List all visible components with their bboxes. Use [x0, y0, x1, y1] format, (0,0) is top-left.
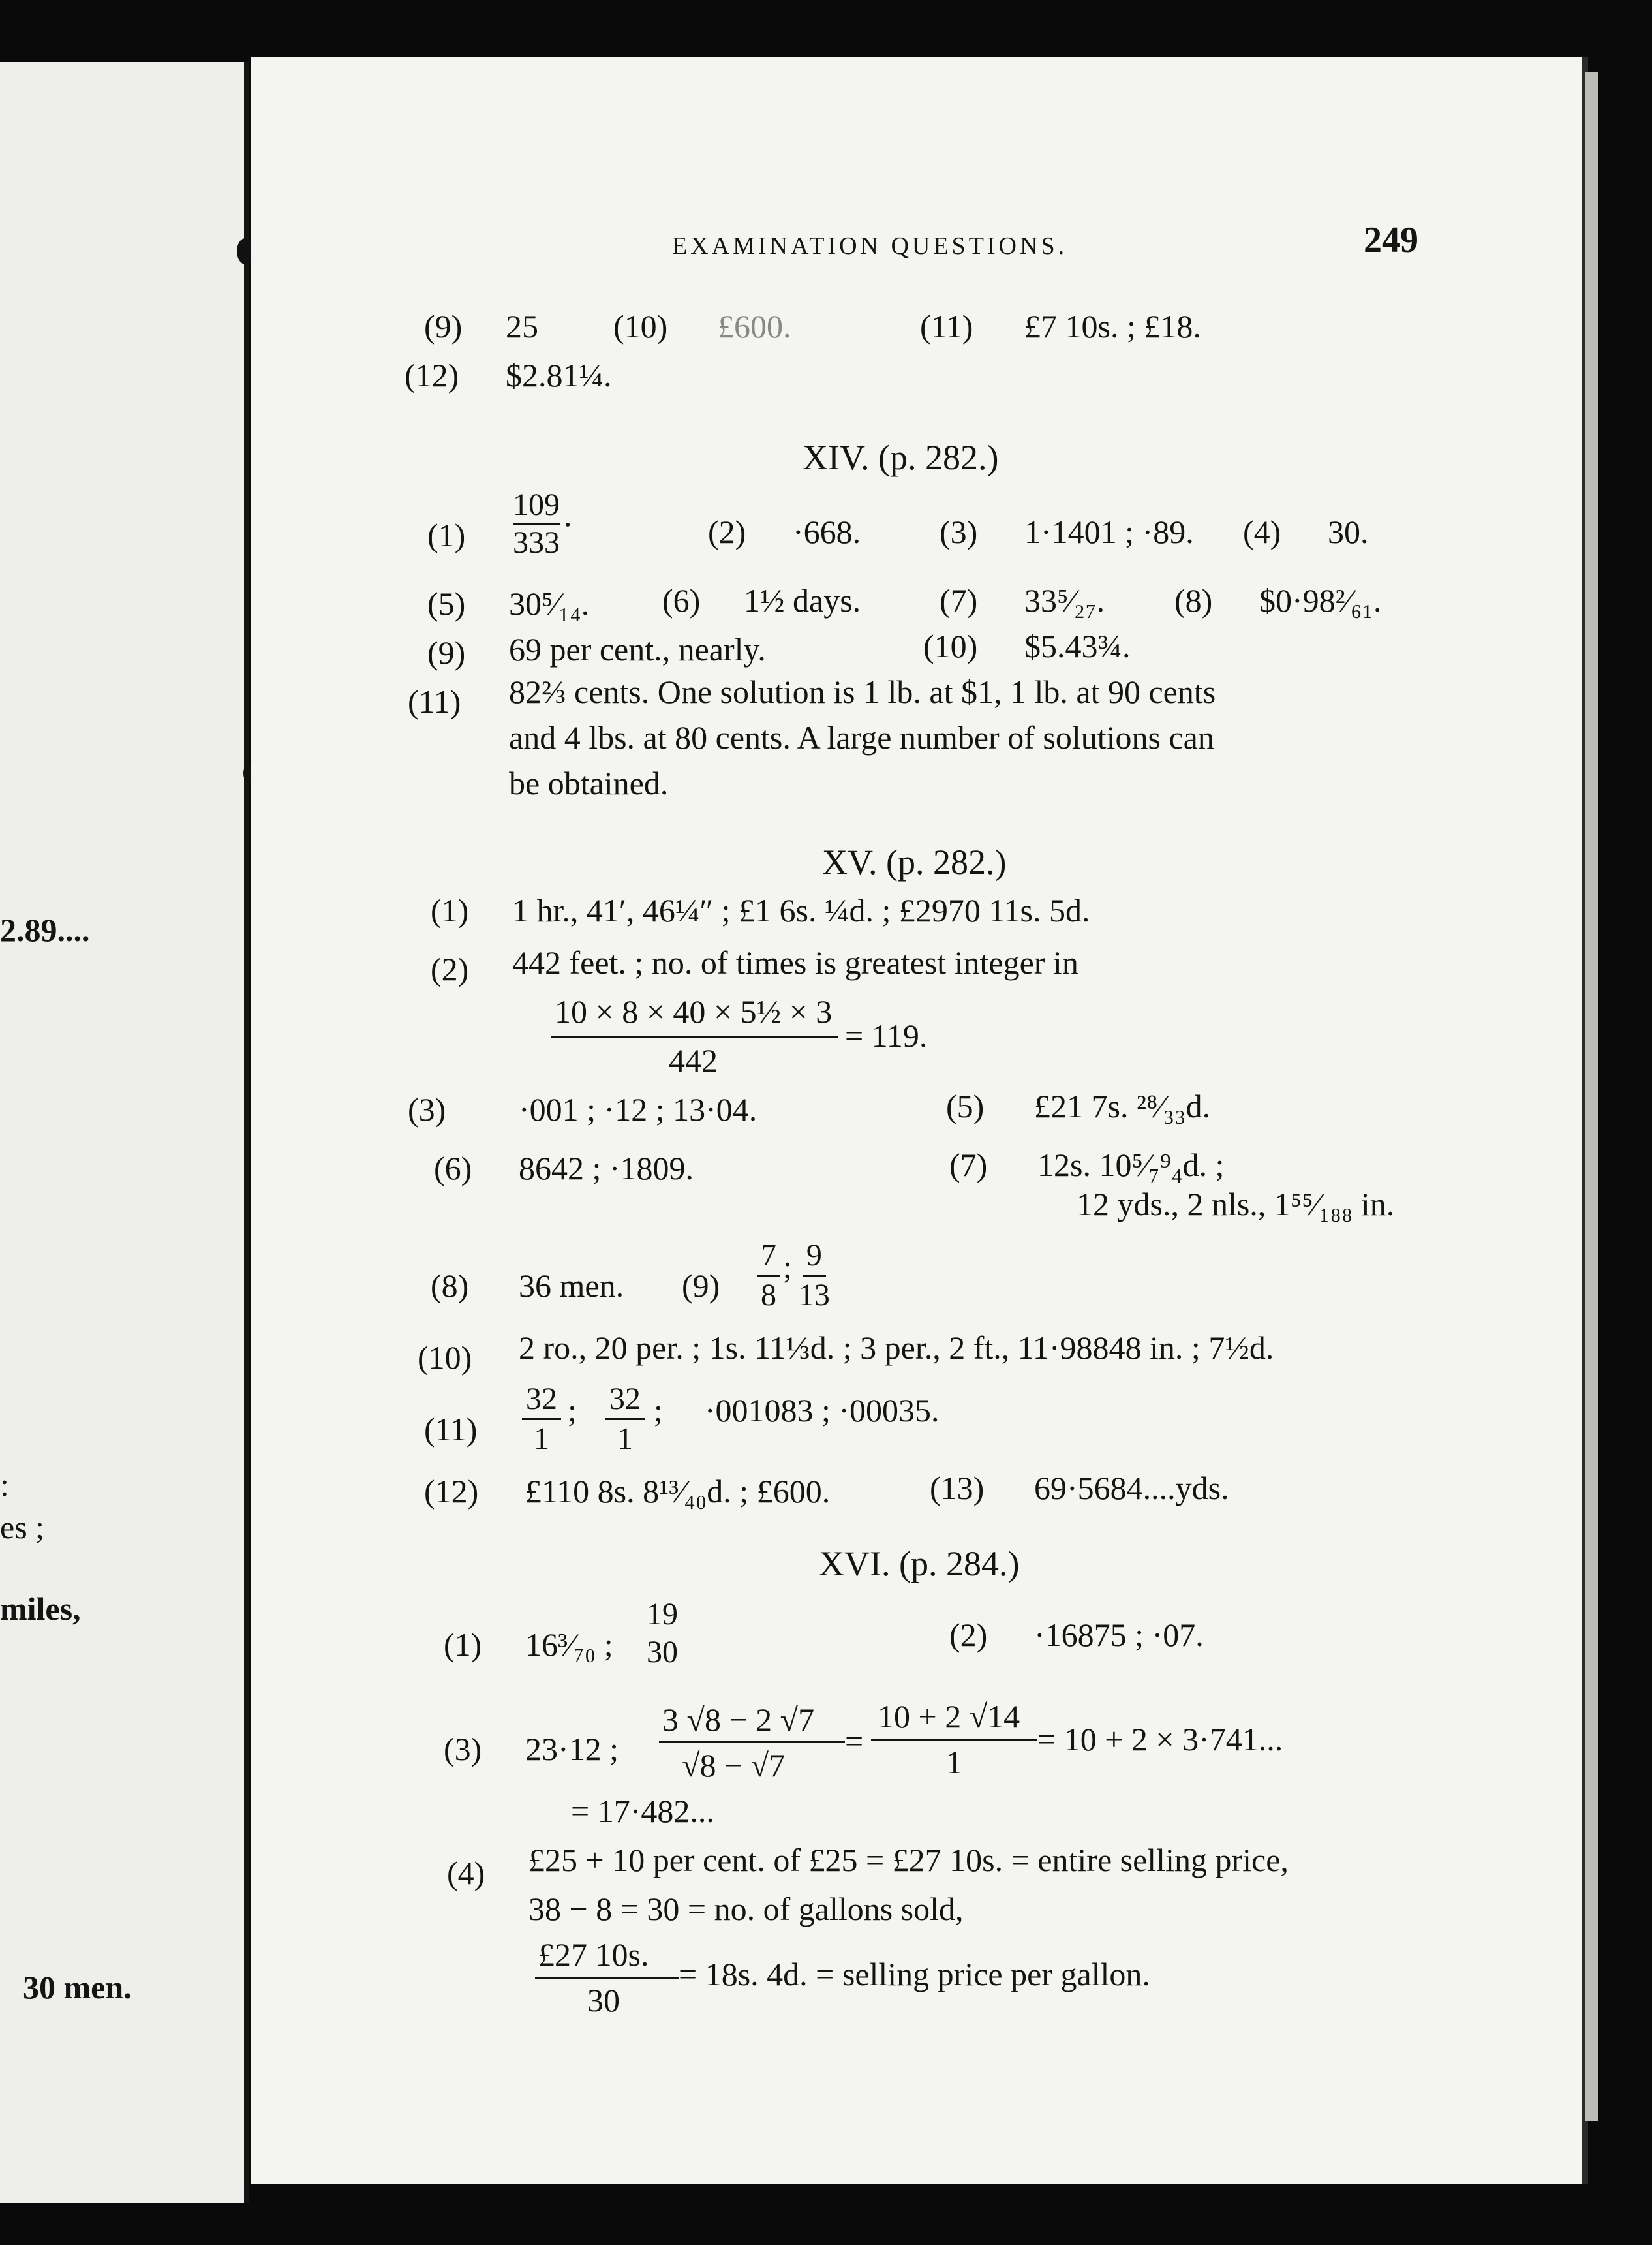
fraction-denominator: 1 — [534, 1421, 549, 1456]
left-page — [0, 62, 246, 2203]
fraction-bar — [535, 1977, 679, 1979]
answer-text: and 4 lbs. at 80 cents. A large number of solutions can — [509, 719, 1214, 756]
answer-number: (11) — [920, 308, 973, 345]
running-header: EXAMINATION QUESTIONS. — [672, 232, 1068, 260]
section-heading: XV. (p. 282.) — [822, 843, 1007, 882]
fraction-numerator: 19 — [647, 1597, 678, 1632]
answer-text: $2.81¼. — [506, 357, 612, 394]
fraction-numerator: £27 10s. — [538, 1936, 649, 1973]
page-edge — [1585, 72, 1598, 2121]
answer-text: ·001083 ; ·00035. — [704, 1392, 940, 1429]
left-page-fragment: 2.89.... — [0, 912, 90, 948]
fraction-numerator: 109 — [513, 488, 560, 522]
left-page-fragment: 30 men. — [23, 1969, 132, 2005]
answer-number: (10) — [613, 308, 668, 345]
fraction — [643, 1596, 682, 1671]
answer-number: (11) — [424, 1411, 478, 1448]
answer-number: (4) — [447, 1855, 485, 1891]
fraction-numerator: 10 × 8 × 40 × 5½ × 3 — [555, 993, 833, 1030]
answer-text: 25 — [506, 308, 538, 345]
fraction-denominator: 30 — [647, 1635, 678, 1669]
answer-text: . — [564, 497, 572, 534]
answer-text: 82⅔ cents. One solution is 1 lb. at $1, 1 lb. at 90 cents — [509, 674, 1216, 710]
page-number: 249 — [1364, 220, 1418, 260]
answer-number: (5) — [946, 1088, 985, 1124]
fraction-numerator: 9 — [803, 1237, 826, 1277]
answer-text: 12 yds., 2 nls., 1⁵⁵⁄₁₈₈ in. — [1077, 1186, 1395, 1222]
answer-text: 16³⁄₇₀ ; — [525, 1626, 613, 1663]
answer-number: (8) — [431, 1267, 469, 1304]
fraction-pair: $\frac{32}{1}$ ; $\frac{32}{1}$ ; ·001083 ; ·00035. — [522, 1380, 940, 1458]
answer-text: £7 10s. ; £18. — [1024, 308, 1201, 345]
answer-number: (3) — [444, 1731, 482, 1767]
answer-number: (6) — [434, 1150, 472, 1186]
fraction-numerator: 10 + 2 √14 — [878, 1698, 1020, 1735]
fraction-denominator: 13 — [798, 1278, 830, 1312]
fraction-denominator: 8 — [761, 1278, 776, 1312]
answer-number: (6) — [662, 582, 701, 619]
fraction-bar — [659, 1741, 845, 1743]
answer-text: 1 hr., 41′, 46¼″ ; £1 6s. ¼d. ; £2970 11s. 5d. — [512, 892, 1090, 929]
answer-number: (9) — [682, 1267, 720, 1304]
answer-text: = 18s. 4d. = selling price per gallon. — [679, 1956, 1150, 1992]
answer-number: (2) — [708, 514, 746, 550]
answer-text: £600. — [718, 308, 791, 345]
answer-text: 69·5684....yds. — [1034, 1470, 1229, 1506]
fraction — [509, 486, 572, 562]
answer-number: (1) — [431, 892, 469, 929]
separator: ; — [783, 1248, 792, 1286]
fraction-numerator: 7 — [757, 1237, 780, 1277]
answer-number: (3) — [408, 1091, 446, 1128]
answer-text: 30. — [1328, 514, 1369, 550]
answer-text: $0·98²⁄₆₁. — [1259, 582, 1382, 619]
answer-text: £110 8s. 8¹³⁄₄₀d. ; £600. — [525, 1473, 831, 1510]
answer-number: (7) — [949, 1147, 988, 1183]
left-page-fragment: es ; — [0, 1509, 45, 1545]
section-heading: XIV. (p. 282.) — [803, 438, 999, 477]
fraction-denominator: √8 − √7 — [682, 1747, 786, 1784]
answer-number: (2) — [949, 1617, 988, 1653]
answer-number: (9) — [427, 634, 466, 671]
answer-text: 12s. 10⁵⁄₇⁹₄d. ; — [1037, 1147, 1225, 1183]
fraction-bar — [871, 1739, 1037, 1741]
answer-number: (12) — [405, 357, 459, 394]
answer-text: £25 + 10 per cent. of £25 = £27 10s. = entire selling price, — [528, 1842, 1289, 1878]
fraction-numerator: 32 — [522, 1380, 561, 1420]
fraction-denominator: 333 — [513, 525, 560, 560]
fraction-numerator: 3 √8 − 2 √7 — [662, 1701, 815, 1738]
answer-number: (2) — [431, 951, 469, 987]
answer-number: (10) — [418, 1339, 472, 1376]
answer-number: (1) — [427, 517, 466, 553]
answer-number: (4) — [1243, 514, 1281, 550]
answer-text: $5.43¾. — [1024, 628, 1131, 664]
answer-text: 33⁵⁄₂₇. — [1024, 582, 1105, 619]
answer-number: (1) — [444, 1626, 482, 1663]
answer-number: (9) — [424, 308, 463, 345]
answer-number: (7) — [940, 582, 978, 619]
answer-number: (10) — [923, 628, 978, 664]
answer-text: = 119. — [845, 1017, 928, 1054]
answer-text: 2 ro., 20 per. ; 1s. 11⅓d. ; 3 per., 2 ft., 11·98848 in. ; 7½d. — [519, 1329, 1274, 1366]
answer-number: (8) — [1174, 582, 1213, 619]
left-page-fragment: miles, — [0, 1590, 81, 1627]
answer-number: (5) — [427, 585, 466, 622]
answer-text: 1½ days. — [744, 582, 861, 619]
answer-text: 69 per cent., nearly. — [509, 631, 766, 668]
book-binding — [244, 62, 249, 2203]
answer-text: 30⁵⁄₁₄. — [509, 585, 590, 622]
answer-text: ·668. — [793, 514, 861, 550]
answer-text: 36 men. — [519, 1267, 624, 1304]
fraction-denominator: 30 — [587, 1982, 620, 2019]
answer-text: = 17·482... — [571, 1793, 714, 1829]
fraction-denominator: 1 — [617, 1421, 633, 1456]
fraction-bar — [551, 1036, 838, 1038]
left-page-fragment: : — [0, 1466, 9, 1503]
section-heading: XVI. (p. 284.) — [819, 1544, 1020, 1583]
answer-text: ·16875 ; ·07. — [1034, 1617, 1204, 1653]
answer-text: 38 − 8 = 30 = no. of gallons sold, — [528, 1891, 964, 1927]
answer-text: 23·12 ; — [525, 1731, 619, 1767]
fraction-pair — [757, 1237, 834, 1314]
answer-number: (11) — [408, 683, 461, 720]
fraction-denominator: 1 — [946, 1744, 962, 1780]
answer-text: 1·1401 ; ·89. — [1024, 514, 1194, 550]
answer-text: = — [845, 1723, 864, 1759]
answer-number: (12) — [424, 1473, 479, 1510]
answer-number: (3) — [940, 514, 978, 550]
answer-text: 442 feet. ; no. of times is greatest integer in — [512, 944, 1078, 981]
answer-text: = 10 + 2 × 3·741... — [1037, 1721, 1283, 1757]
fraction-numerator: 32 — [605, 1380, 645, 1420]
answer-text: 8642 ; ·1809. — [519, 1150, 694, 1186]
answer-text: ·001 ; ·12 ; 13·04. — [519, 1091, 757, 1128]
fraction-denominator: 442 — [669, 1042, 718, 1079]
answer-number: (13) — [930, 1470, 985, 1506]
answer-text: be obtained. — [509, 765, 669, 801]
answer-text: £21 7s. ²⁸⁄₃₃d. — [1034, 1088, 1211, 1124]
